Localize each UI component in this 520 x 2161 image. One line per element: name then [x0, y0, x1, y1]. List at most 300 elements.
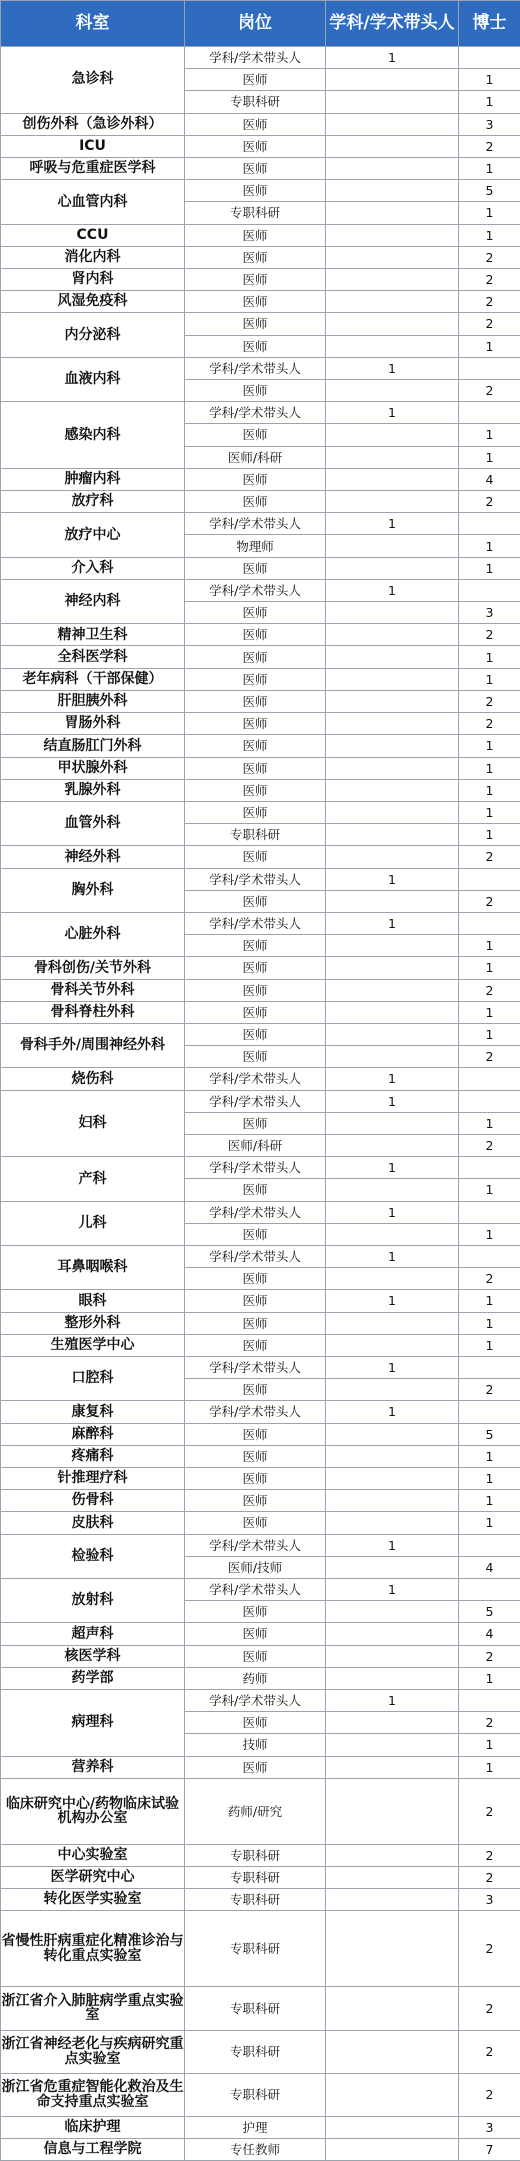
phd-count-cell: 1 — [459, 224, 520, 246]
leader-count-cell: 1 — [326, 1690, 459, 1712]
position-cell: 学科/学术带头人 — [185, 513, 326, 535]
leader-count-cell — [326, 1445, 459, 1467]
dept-cell: 病理科 — [1, 1690, 185, 1757]
position-cell: 医师 — [185, 135, 326, 157]
phd-count-cell — [459, 47, 520, 69]
phd-count-cell: 1 — [459, 1490, 520, 1512]
leader-count-cell — [326, 557, 459, 579]
leader-count-cell: 1 — [326, 579, 459, 601]
dept-cell: 肝胆胰外科 — [1, 690, 185, 712]
position-cell: 学科/学术带头人 — [185, 1401, 326, 1423]
position-cell: 医师 — [185, 1179, 326, 1201]
leader-count-cell: 1 — [326, 513, 459, 535]
dept-cell: 胸外科 — [1, 868, 185, 912]
phd-count-cell — [459, 1068, 520, 1090]
dept-cell: 神经外科 — [1, 846, 185, 868]
leader-count-cell — [326, 1734, 459, 1756]
phd-count-cell: 2 — [459, 1866, 520, 1888]
position-cell: 医师 — [185, 424, 326, 446]
position-cell: 技师 — [185, 1734, 326, 1756]
dept-cell: 皮肤科 — [1, 1512, 185, 1534]
leader-count-cell — [326, 535, 459, 557]
position-cell: 专职科研 — [185, 202, 326, 224]
phd-count-cell: 1 — [459, 824, 520, 846]
table-row — [1, 47, 520, 69]
position-cell: 医师 — [185, 1312, 326, 1334]
position-cell: 医师 — [185, 1601, 326, 1623]
phd-count-cell — [459, 357, 520, 379]
leader-count-cell — [326, 1423, 459, 1445]
position-cell: 医师 — [185, 557, 326, 579]
phd-count-cell: 1 — [459, 446, 520, 468]
phd-count-cell: 7 — [459, 2139, 520, 2161]
phd-count-cell: 1 — [459, 957, 520, 979]
phd-count-cell: 2 — [459, 491, 520, 513]
leader-count-cell — [326, 446, 459, 468]
position-cell: 医师 — [185, 935, 326, 957]
leader-count-cell — [326, 779, 459, 801]
dept-cell: 内分泌科 — [1, 313, 185, 357]
table-row — [1, 135, 520, 157]
position-cell: 医师 — [185, 380, 326, 402]
table-row — [1, 1423, 520, 1445]
position-cell: 专职科研 — [185, 1844, 326, 1866]
table-row — [1, 690, 520, 712]
position-cell: 医师 — [185, 1112, 326, 1134]
position-cell: 专职科研 — [185, 1987, 326, 2030]
dept-cell: 浙江省危重症智能化救治及生命支持重点实验室 — [1, 2073, 185, 2116]
table-row — [1, 2116, 520, 2138]
leader-count-cell — [326, 1623, 459, 1645]
phd-count-cell: 1 — [459, 801, 520, 823]
leader-count-cell: 1 — [326, 912, 459, 934]
table-row — [1, 957, 520, 979]
leader-count-cell — [326, 1667, 459, 1689]
dept-cell: 伤骨科 — [1, 1490, 185, 1512]
position-cell: 医师 — [185, 1468, 326, 1490]
leader-count-cell — [326, 380, 459, 402]
header-phd: 博士 — [459, 1, 520, 47]
leader-count-cell — [326, 646, 459, 668]
leader-count-cell — [326, 1866, 459, 1888]
table-row — [1, 1756, 520, 1778]
phd-count-cell: 2 — [459, 1712, 520, 1734]
leader-count-cell — [326, 1379, 459, 1401]
phd-count-cell: 1 — [459, 935, 520, 957]
position-cell: 医师 — [185, 735, 326, 757]
leader-count-cell: 1 — [326, 1245, 459, 1267]
leader-count-cell — [326, 468, 459, 490]
leader-count-cell: 1 — [326, 357, 459, 379]
table-row — [1, 868, 520, 890]
dept-cell: 精神卫生科 — [1, 624, 185, 646]
position-cell: 学科/学术带头人 — [185, 1068, 326, 1090]
dept-cell: 儿科 — [1, 1201, 185, 1245]
table-row — [1, 180, 520, 202]
phd-count-cell: 1 — [459, 1023, 520, 1045]
dept-cell: 口腔科 — [1, 1356, 185, 1400]
leader-count-cell — [326, 1468, 459, 1490]
phd-count-cell: 1 — [459, 1667, 520, 1689]
dept-cell: 疼痛科 — [1, 1445, 185, 1467]
leader-count-cell — [326, 2116, 459, 2138]
dept-cell: 结直肠肛门外科 — [1, 735, 185, 757]
phd-count-cell: 3 — [459, 113, 520, 135]
leader-count-cell — [326, 1112, 459, 1134]
table-row — [1, 1866, 520, 1888]
phd-count-cell: 3 — [459, 602, 520, 624]
position-cell: 医师/科研 — [185, 1134, 326, 1156]
dept-cell: 耳鼻咽喉科 — [1, 1245, 185, 1289]
dept-cell: 生殖医学中心 — [1, 1334, 185, 1356]
dept-cell: 放疗科 — [1, 491, 185, 513]
phd-count-cell: 1 — [459, 91, 520, 113]
position-cell: 学科/学术带头人 — [185, 1090, 326, 1112]
position-cell: 医师 — [185, 313, 326, 335]
dept-cell: 核医学科 — [1, 1645, 185, 1667]
leader-count-cell: 1 — [326, 47, 459, 69]
position-cell: 学科/学术带头人 — [185, 357, 326, 379]
table-row — [1, 1778, 520, 1844]
position-cell: 物理师 — [185, 535, 326, 557]
table-row — [1, 1844, 520, 1866]
position-cell: 医师 — [185, 779, 326, 801]
phd-count-cell: 2 — [459, 291, 520, 313]
dept-cell: 骨科关节外科 — [1, 979, 185, 1001]
position-cell: 医师 — [185, 757, 326, 779]
table-row — [1, 846, 520, 868]
phd-count-cell: 2 — [459, 846, 520, 868]
position-cell: 学科/学术带头人 — [185, 1157, 326, 1179]
dept-cell: 针推理疗科 — [1, 1468, 185, 1490]
dept-cell: 肿瘤内科 — [1, 468, 185, 490]
position-cell: 医师 — [185, 602, 326, 624]
dept-cell: 神经内科 — [1, 579, 185, 623]
dept-cell: 浙江省神经老化与疾病研究重点实验室 — [1, 2030, 185, 2073]
phd-count-cell: 2 — [459, 380, 520, 402]
phd-count-cell: 1 — [459, 1179, 520, 1201]
position-cell: 医师 — [185, 335, 326, 357]
table-row — [1, 1911, 520, 1987]
table-row — [1, 557, 520, 579]
leader-count-cell — [326, 846, 459, 868]
leader-count-cell — [326, 335, 459, 357]
phd-count-cell: 2 — [459, 1987, 520, 2030]
table-row — [1, 158, 520, 180]
leader-count-cell — [326, 1512, 459, 1534]
phd-count-cell: 2 — [459, 1844, 520, 1866]
phd-count-cell: 1 — [459, 735, 520, 757]
phd-count-cell: 5 — [459, 180, 520, 202]
header-row — [1, 1, 520, 47]
position-cell: 医师 — [185, 1623, 326, 1645]
leader-count-cell — [326, 158, 459, 180]
dept-cell: 消化内科 — [1, 246, 185, 268]
table-row — [1, 513, 520, 535]
phd-count-cell — [459, 1157, 520, 1179]
position-cell: 学科/学术带头人 — [185, 402, 326, 424]
phd-count-cell: 2 — [459, 313, 520, 335]
dept-cell: 眼科 — [1, 1290, 185, 1312]
phd-count-cell — [459, 1401, 520, 1423]
dept-cell: 转化医学实验室 — [1, 1889, 185, 1911]
leader-count-cell — [326, 1134, 459, 1156]
leader-count-cell — [326, 1889, 459, 1911]
dept-cell: ICU — [1, 135, 185, 157]
table-row — [1, 1445, 520, 1467]
table-row — [1, 735, 520, 757]
leader-count-cell — [326, 602, 459, 624]
leader-count-cell: 1 — [326, 1401, 459, 1423]
leader-count-cell — [326, 1312, 459, 1334]
dept-cell: 放疗中心 — [1, 513, 185, 557]
leader-count-cell — [326, 69, 459, 91]
leader-count-cell — [326, 1712, 459, 1734]
phd-count-cell — [459, 1579, 520, 1601]
phd-count-cell: 1 — [459, 557, 520, 579]
dept-cell: 药学部 — [1, 1667, 185, 1689]
table-row — [1, 269, 520, 291]
position-cell: 专职科研 — [185, 2030, 326, 2073]
dept-cell: 临床研究中心/药物临床试验机构办公室 — [1, 1778, 185, 1844]
table-row — [1, 2139, 520, 2161]
phd-count-cell — [459, 513, 520, 535]
leader-count-cell — [326, 1601, 459, 1623]
table-row — [1, 291, 520, 313]
phd-count-cell: 2 — [459, 624, 520, 646]
phd-count-cell: 1 — [459, 1334, 520, 1356]
table-row — [1, 1157, 520, 1179]
phd-count-cell: 2 — [459, 1778, 520, 1844]
table-row — [1, 979, 520, 1001]
table-row — [1, 1468, 520, 1490]
phd-count-cell: 1 — [459, 757, 520, 779]
table-row — [1, 2030, 520, 2073]
dept-cell: 胃肠外科 — [1, 713, 185, 735]
dept-cell: 老年病科（干部保健） — [1, 668, 185, 690]
phd-count-cell: 2 — [459, 1911, 520, 1987]
leader-count-cell: 1 — [326, 1068, 459, 1090]
table-row — [1, 1987, 520, 2030]
leader-count-cell — [326, 824, 459, 846]
position-cell: 医师 — [185, 624, 326, 646]
leader-count-cell — [326, 135, 459, 157]
dept-cell: 产科 — [1, 1157, 185, 1201]
table-row — [1, 468, 520, 490]
phd-count-cell: 1 — [459, 1001, 520, 1023]
table-row — [1, 1579, 520, 1601]
table-row — [1, 1334, 520, 1356]
phd-count-cell: 1 — [459, 1312, 520, 1334]
dept-cell: 心脏外科 — [1, 912, 185, 956]
leader-count-cell — [326, 2073, 459, 2116]
position-cell: 学科/学术带头人 — [185, 868, 326, 890]
table-row — [1, 1401, 520, 1423]
dept-cell: 肾内科 — [1, 269, 185, 291]
table-row — [1, 1534, 520, 1556]
leader-count-cell — [326, 91, 459, 113]
position-cell: 医师 — [185, 690, 326, 712]
leader-count-cell — [326, 690, 459, 712]
dept-cell: 超声科 — [1, 1623, 185, 1645]
table-row — [1, 1201, 520, 1223]
dept-cell: 血液内科 — [1, 357, 185, 401]
leader-count-cell — [326, 246, 459, 268]
leader-count-cell — [326, 624, 459, 646]
position-cell: 医师 — [185, 491, 326, 513]
dept-cell: 乳腺外科 — [1, 779, 185, 801]
leader-count-cell — [326, 180, 459, 202]
leader-count-cell — [326, 1046, 459, 1068]
position-cell: 医师/科研 — [185, 446, 326, 468]
leader-count-cell — [326, 291, 459, 313]
phd-count-cell: 2 — [459, 2030, 520, 2073]
table-row — [1, 402, 520, 424]
table-row — [1, 1623, 520, 1645]
table-row — [1, 668, 520, 690]
position-cell: 医师 — [185, 1379, 326, 1401]
table-row — [1, 713, 520, 735]
table-row — [1, 624, 520, 646]
table-row — [1, 1001, 520, 1023]
position-cell: 医师 — [185, 291, 326, 313]
phd-count-cell: 3 — [459, 1889, 520, 1911]
dept-cell: 放射科 — [1, 1579, 185, 1623]
leader-count-cell: 1 — [326, 1356, 459, 1378]
leader-count-cell — [326, 957, 459, 979]
phd-count-cell: 1 — [459, 424, 520, 446]
dept-cell: 信息与工程学院 — [1, 2139, 185, 2161]
position-cell: 学科/学术带头人 — [185, 1356, 326, 1378]
position-cell: 学科/学术带头人 — [185, 1201, 326, 1223]
phd-count-cell: 1 — [459, 335, 520, 357]
leader-count-cell — [326, 2139, 459, 2161]
position-cell: 学科/学术带头人 — [185, 579, 326, 601]
phd-count-cell — [459, 402, 520, 424]
position-cell: 学科/学术带头人 — [185, 1534, 326, 1556]
phd-count-cell: 1 — [459, 1756, 520, 1778]
leader-count-cell — [326, 424, 459, 446]
position-cell: 医师 — [185, 1512, 326, 1534]
dept-cell: 骨科创伤/关节外科 — [1, 957, 185, 979]
dept-cell: 骨科手外/周围神经外科 — [1, 1023, 185, 1067]
dept-cell: 营养科 — [1, 1756, 185, 1778]
dept-cell: 心血管内科 — [1, 180, 185, 224]
phd-count-cell — [459, 1245, 520, 1267]
dept-cell: 呼吸与危重症医学科 — [1, 158, 185, 180]
position-cell: 医师 — [185, 113, 326, 135]
position-cell: 医师 — [185, 1046, 326, 1068]
dept-cell: 甲状腺外科 — [1, 757, 185, 779]
table-row — [1, 1245, 520, 1267]
phd-count-cell — [459, 579, 520, 601]
phd-count-cell: 1 — [459, 1290, 520, 1312]
phd-count-cell — [459, 912, 520, 934]
phd-count-cell: 1 — [459, 535, 520, 557]
phd-count-cell: 2 — [459, 1268, 520, 1290]
leader-count-cell: 1 — [326, 1579, 459, 1601]
position-cell: 医师 — [185, 269, 326, 291]
dept-cell: 急诊科 — [1, 47, 185, 114]
position-cell: 医师 — [185, 1290, 326, 1312]
table-row — [1, 646, 520, 668]
table-row — [1, 1023, 520, 1045]
phd-count-cell — [459, 1356, 520, 1378]
position-cell: 药师/研究 — [185, 1778, 326, 1844]
phd-count-cell: 1 — [459, 1223, 520, 1245]
table-row — [1, 757, 520, 779]
phd-count-cell: 4 — [459, 468, 520, 490]
leader-count-cell — [326, 202, 459, 224]
dept-cell: 检验科 — [1, 1534, 185, 1578]
position-cell: 学科/学术带头人 — [185, 1579, 326, 1601]
dept-cell: 烧伤科 — [1, 1068, 185, 1090]
phd-count-cell: 5 — [459, 1601, 520, 1623]
position-cell: 医师 — [185, 1645, 326, 1667]
position-cell: 专职科研 — [185, 1866, 326, 1888]
leader-count-cell: 1 — [326, 868, 459, 890]
position-cell: 医师 — [185, 69, 326, 91]
position-cell: 专职科研 — [185, 824, 326, 846]
position-cell: 医师 — [185, 1023, 326, 1045]
leader-count-cell — [326, 313, 459, 335]
dept-cell: 康复科 — [1, 1401, 185, 1423]
phd-count-cell: 2 — [459, 890, 520, 912]
position-cell: 学科/学术带头人 — [185, 1690, 326, 1712]
phd-count-cell: 1 — [459, 1112, 520, 1134]
leader-count-cell — [326, 979, 459, 1001]
phd-count-cell: 1 — [459, 202, 520, 224]
leader-count-cell — [326, 890, 459, 912]
leader-count-cell — [326, 269, 459, 291]
phd-count-cell: 4 — [459, 1556, 520, 1578]
position-cell: 医师 — [185, 1223, 326, 1245]
dept-cell: 介入科 — [1, 557, 185, 579]
dept-cell: 风湿免疫科 — [1, 291, 185, 313]
leader-count-cell — [326, 1268, 459, 1290]
position-cell: 医师 — [185, 1334, 326, 1356]
table-row — [1, 1312, 520, 1334]
position-cell: 医师 — [185, 713, 326, 735]
leader-count-cell: 1 — [326, 402, 459, 424]
leader-count-cell — [326, 2030, 459, 2073]
phd-count-cell: 4 — [459, 1623, 520, 1645]
table-row — [1, 491, 520, 513]
phd-count-cell: 2 — [459, 1134, 520, 1156]
position-cell: 药师 — [185, 1667, 326, 1689]
position-cell: 医师 — [185, 1445, 326, 1467]
position-cell: 学科/学术带头人 — [185, 1245, 326, 1267]
phd-count-cell: 2 — [459, 1645, 520, 1667]
dept-cell: 创伤外科（急诊外科） — [1, 113, 185, 135]
position-cell: 专职科研 — [185, 91, 326, 113]
table-row — [1, 1645, 520, 1667]
phd-count-cell: 1 — [459, 646, 520, 668]
table-row — [1, 801, 520, 823]
leader-count-cell — [326, 1844, 459, 1866]
leader-count-cell — [326, 668, 459, 690]
leader-count-cell — [326, 1556, 459, 1578]
position-cell: 医师 — [185, 646, 326, 668]
position-cell: 医师 — [185, 801, 326, 823]
phd-count-cell: 1 — [459, 1734, 520, 1756]
leader-count-cell — [326, 1911, 459, 1987]
table-row — [1, 1290, 520, 1312]
position-cell: 医师 — [185, 1756, 326, 1778]
dept-cell: 中心实验室 — [1, 1844, 185, 1866]
leader-count-cell — [326, 1001, 459, 1023]
position-cell: 医师 — [185, 979, 326, 1001]
